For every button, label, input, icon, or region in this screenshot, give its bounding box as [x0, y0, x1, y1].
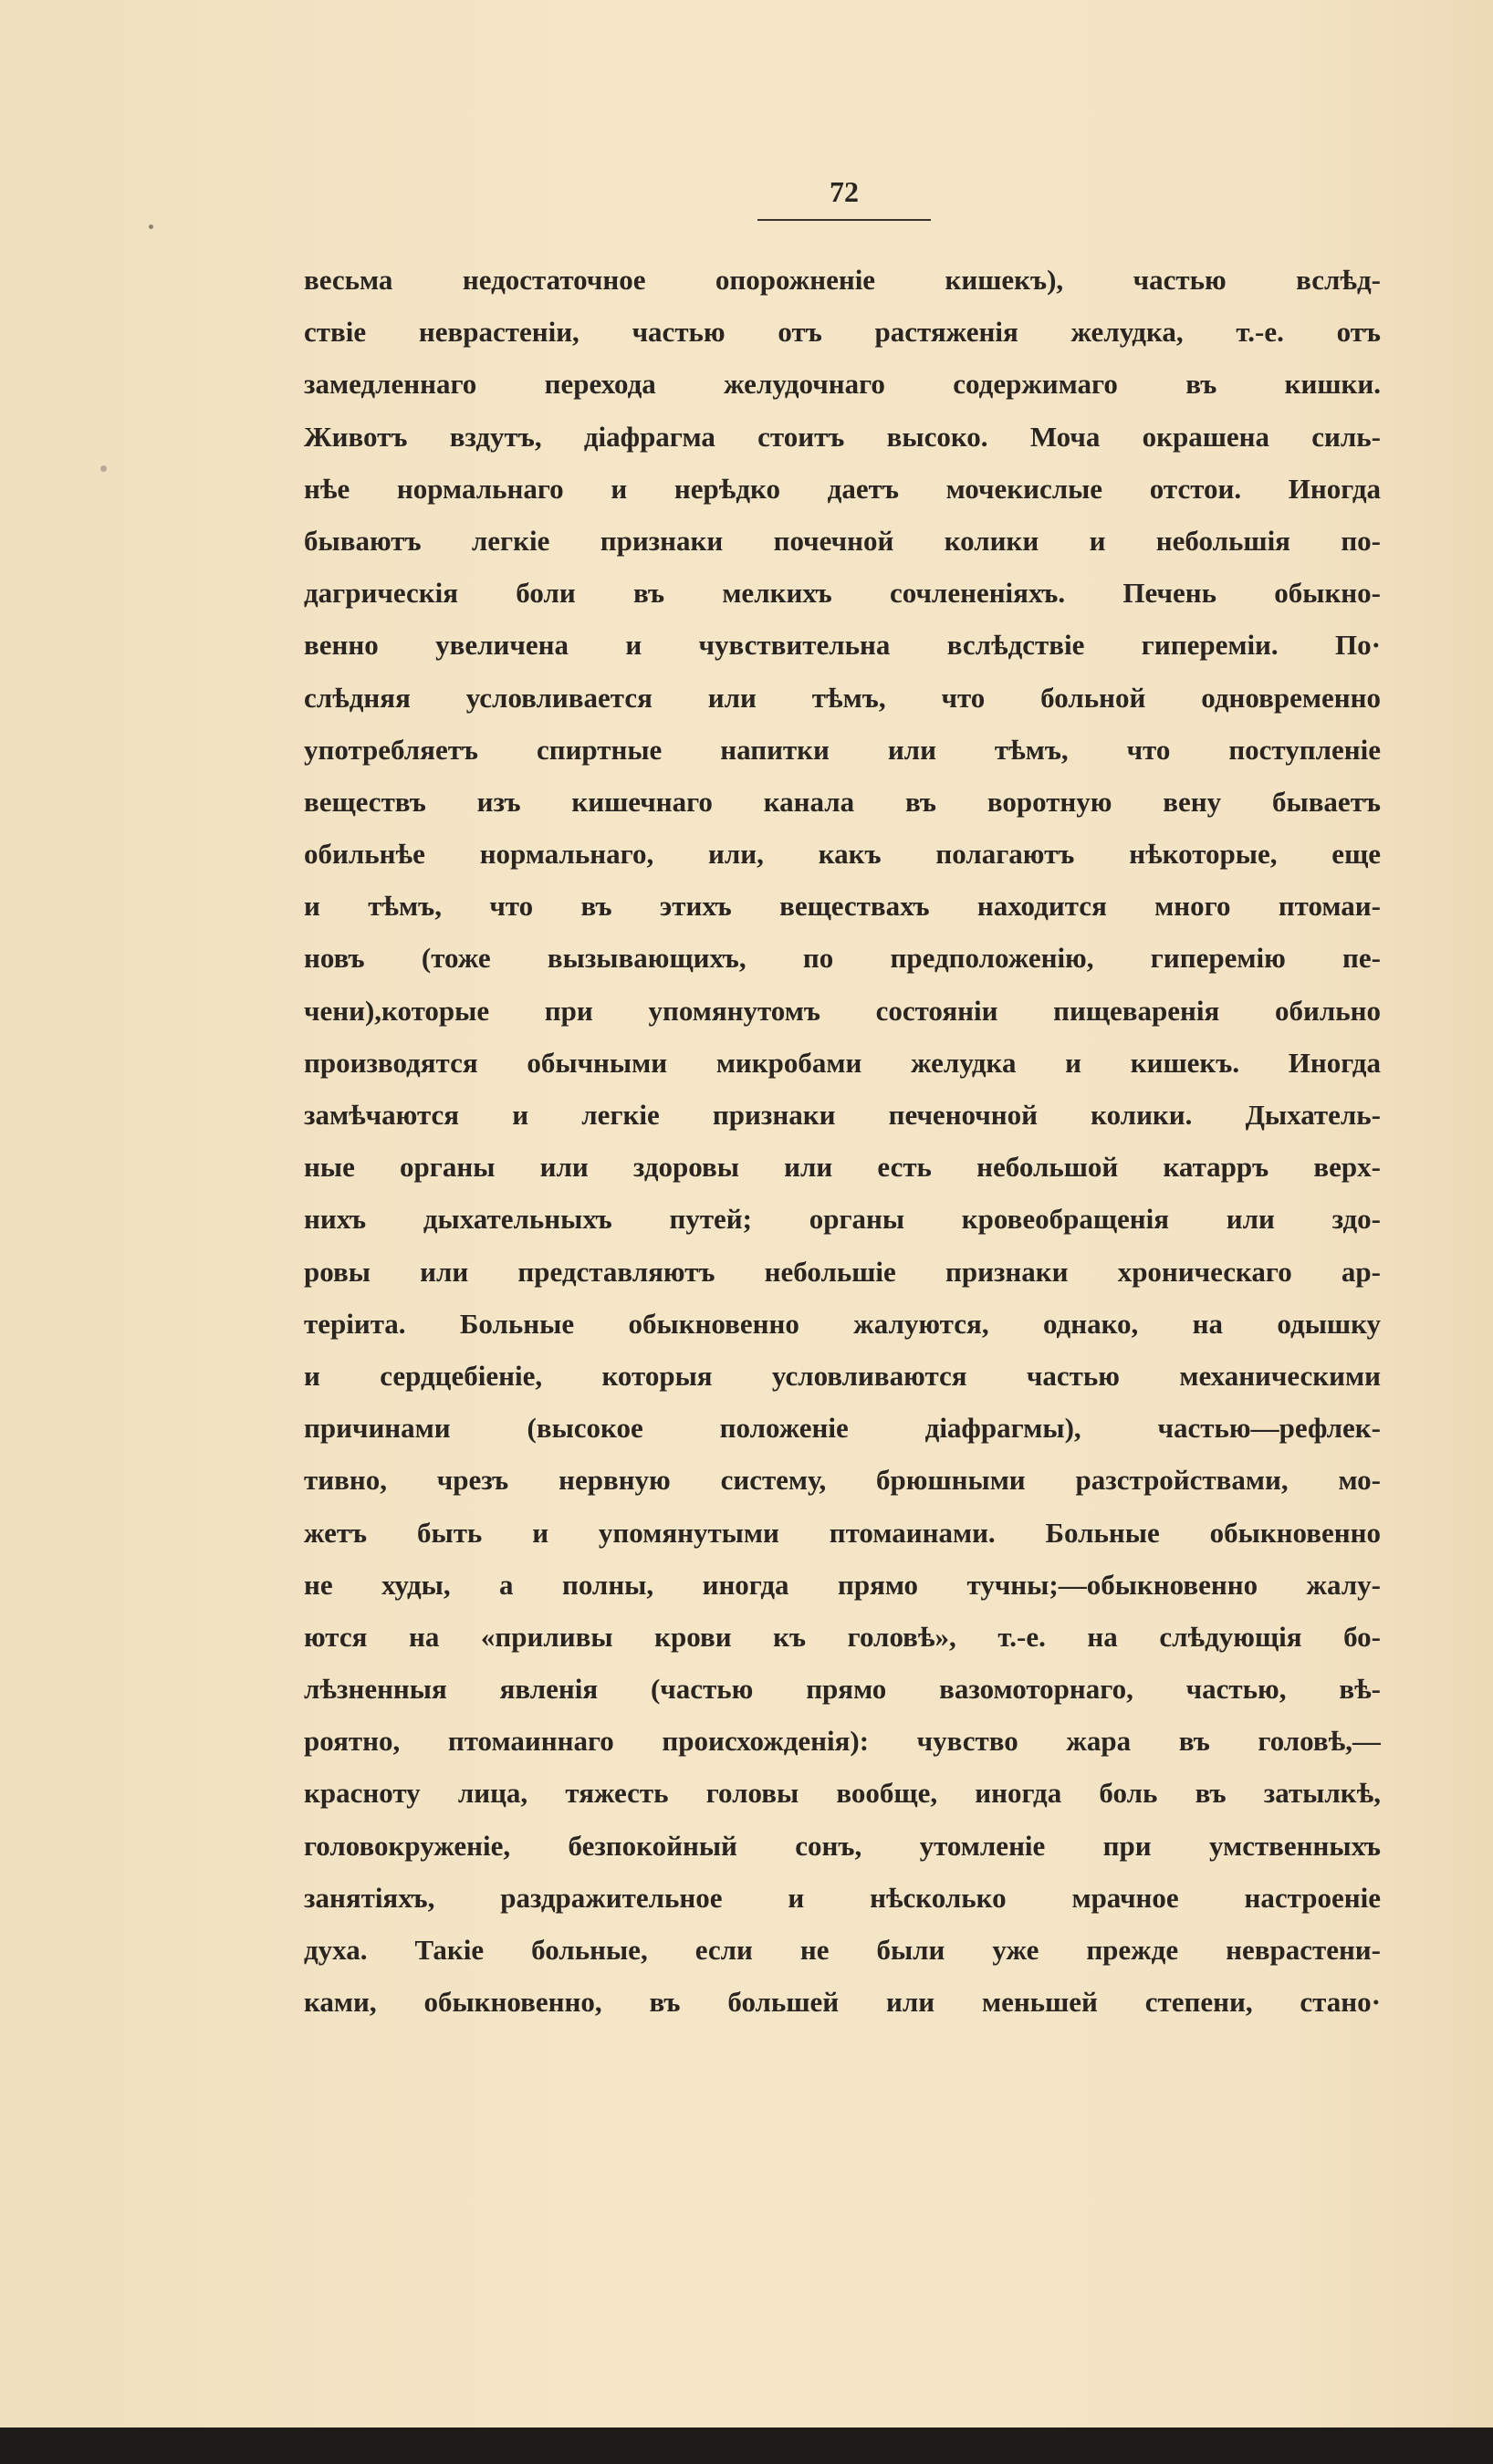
- text-line: употребляетъ спиртные напитки или тѣмъ, что поступленіе: [304, 733, 1381, 766]
- text-line: причинами (высокое положеніе діафрагмы), частью—рефлек-: [304, 1412, 1381, 1445]
- body-text: [304, 254, 1381, 2028]
- text-line: нѣе нормальнаго и нерѣдко даетъ мочекислые отстои. Иногда: [304, 472, 1381, 505]
- text-line: производятся обычными микробами желудка и кишекъ. Иногда: [304, 1046, 1381, 1079]
- text-line: обильнѣе нормальнаго, или, какъ полагаютъ нѣкоторые, еще: [304, 838, 1381, 871]
- paper-speck: [149, 224, 153, 229]
- text-line: веществъ изъ кишечнаго канала въ воротную вену бываетъ: [304, 785, 1381, 818]
- text-line: Животъ вздутъ, діафрагма стоитъ высоко. Моча окрашена силь-: [304, 420, 1381, 453]
- text-line: весьма недостаточное опорожненіе кишекъ), частью вслѣд-: [304, 264, 1381, 296]
- text-line: бываютъ легкіе признаки почечной колики и небольшія по-: [304, 524, 1381, 557]
- text-line: новъ (тоже вызывающихъ, по предположенію, гиперемію пе-: [304, 942, 1381, 975]
- text-line: лѣзненныя явленія (частью прямо вазомоторнаго, частью, вѣ-: [304, 1673, 1381, 1706]
- page-number-rule: [757, 219, 931, 221]
- text-line: не худы, а полны, иногда прямо тучны;—обыкновенно жалу-: [304, 1568, 1381, 1601]
- paper-speck: [100, 465, 107, 472]
- text-line: жетъ быть и упомянутыми птомаинами. Больные обыкновенно: [304, 1516, 1381, 1549]
- text-line: чени),которые при упомянутомъ состояніи пищеваренія обильно: [304, 994, 1381, 1027]
- text-line: ками, обыкновенно, въ большей или меньшей степени, стано·: [304, 1986, 1381, 2019]
- text-line: нихъ дыхательныхъ путей; органы кровеобращенія или здо-: [304, 1203, 1381, 1236]
- text-line: ные органы или здоровы или есть небольшой катарръ верх-: [304, 1151, 1381, 1184]
- text-line: теріита. Больные обыкновенно жалуются, однако, на одышку: [304, 1307, 1381, 1340]
- text-line: ются на «приливы крови къ головѣ», т.-е. на слѣдующія бо-: [304, 1620, 1381, 1653]
- text-line: роятно, птомаиннаго происхожденія): чувство жара въ головѣ,—: [304, 1725, 1381, 1758]
- text-line: занятіяхъ, раздражительное и нѣсколько мрачное настроеніе: [304, 1881, 1381, 1914]
- page-number: 72: [830, 175, 859, 208]
- text-line: слѣдняя условливается или тѣмъ, что больной одновременно: [304, 681, 1381, 714]
- text-line: тивно, чрезъ нервную систему, брюшными разстройствами, мо-: [304, 1464, 1381, 1497]
- text-line: духа. Такіе больные, если не были уже прежде неврастени-: [304, 1934, 1381, 1966]
- text-line: ровы или представляютъ небольшіе признаки хроническаго ар-: [304, 1255, 1381, 1288]
- text-line: и сердцебіеніе, которыя условливаются частью механическими: [304, 1359, 1381, 1392]
- text-line: красноту лица, тяжесть головы вообще, иногда боль въ затылкѣ,: [304, 1777, 1381, 1810]
- scan-bottom-edge: [0, 2427, 1493, 2464]
- text-line: венно увеличена и чувствительна вслѣдствіе гипереміи. По·: [304, 629, 1381, 662]
- text-line: ствіе неврастеніи, частью отъ растяженія желудка, т.-е. отъ: [304, 316, 1381, 349]
- text-line: и тѣмъ, что въ этихъ веществахъ находится много птомаи-: [304, 890, 1381, 923]
- text-line: замедленнаго перехода желудочнаго содержимаго въ кишки.: [304, 368, 1381, 401]
- text-line: дагрическія боли въ мелкихъ сочлененіяхъ. Печень обыкно-: [304, 577, 1381, 610]
- text-line: головокруженіе, безпокойный сонъ, утомленіе при умственныхъ: [304, 1829, 1381, 1862]
- text-line: замѣчаются и легкіе признаки печеночной колики. Дыхатель-: [304, 1099, 1381, 1131]
